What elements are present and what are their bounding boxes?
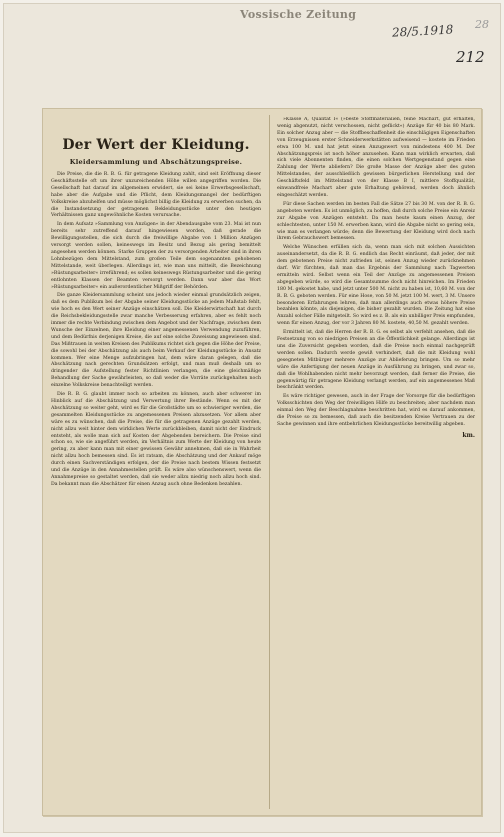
newspaper-masthead: Vossische Zeitung (240, 8, 357, 21)
paragraph: Für diese Sachen werden im besten Fall die Sätze 27 bis 30 M. von der R. B. G. angeboten werden. Es ist unmöglich, zu hoffen, daß durch solche Preise ein Anreiz zur Abgabe von Anzügen entsteht. Da man heute kaum einen Anzug, der schlechtesten, unter 150 M. erwerben kann, wird die Abgabe nicht so gering sein, wie man es verlangen würde; denn die Bewertung der Kleidung wird doch nach ihrem Gebrauchswert bemessen. (277, 201, 475, 242)
left-column (51, 117, 261, 811)
paragraph: Die R. B. G. glaubt immer noch so arbeiten zu können, auch aber schwerer im Hinblick auf die Abschätzung und Verwertung ihrer Bestände. Wenn es mit der Abschätzung so weiter geht, wird es für die Großstädte um so schwieriger werden, die gesammelten Kleidungsstücke zu angemessenen Preisen abzusetzen. Vor allem aber wäre es zu wünschen, daß die Preise, die für die getragenen Anzüge gezahlt werden, nicht allzu weit hinter dem wirklichen Werte zurückbleiben, damit nicht der Eindruck entsteht, als wolle man sich auf Kosten der Abgebenden bereichern. Die Preise sind schon so, wie sie angeführt werden, im Verhältnis zum Werte der Kleidung von heute gering, zu aber kann man mit einer gewissen Gewähr annehmen, daß sie in Wahrheit nicht allzu hoch bemessen sind. Es ist ratsam, die Abschätzung und der Ankauf möge durch einen Sachverständigen erfolgen, der die Preise nach bestem Wissen festsetzt und die Anzüge in den Annahmestellen prüft. Es wäre also wünschenswert, wenn die Annahmepreise so gestaltet werden, daß sie weder allzu niedrig noch allzu hoch sind. Da bekannt man die Abschätzer für einen Anzug auch ohne Bedenken bezahlen. (51, 392, 261, 487)
paragraph: Welche Wünschen erfüllen sich da, wenn man sich mit solchen Aussichten auseinandersetzt, da die R. B. G. endlich das Recht einräumt, daß jeder, der mit dem gebotenen Preise nicht zufrieden ist, seinen Anzug wieder zurücknehmen darf. Wir fürchten, daß man das Ergebnis der Sammlung nach Tagwerten ermitteln wird. Selbst wenn ein Teil der Anzüge zu angemessenen Preisen abgegeben würde, so wird die Gesamtsumme doch nicht hinreichen. Im Frieden 180 M. gekostet habe, und jetzt unter 500 M. nicht zu haben ist, 10,60 M. von der R. B. G. geboten werden. Für eine Hose, von 50 M. jetzt 100 M. wert, 3 M. Unsere besonderen Erfahrungen lehren, daß man allerdings auch etwas höhere Preise bezahlen könnte, als diejenigen, die bisher gezahlt wurden. Die Zeitung hat eine Anzahl solcher Fälle mitgeteilt. So wird es z. B. als ein unbilliger Preis empfunden, wenn für einen Anzug, der vor 3 Jahren 80 M. kostete, 40,50 M. gezahlt werden. (277, 245, 475, 327)
right-column (277, 117, 475, 811)
paragraph: Es wäre richtiger gewesen, auch in der Frage der Vorsorge für die bedürftigen Volksschichten den Weg der freiwilligen Hilfe zu beschreiten; aber nachdem man einmal den Weg der Beschlagnahme beschritten hat, wird es darauf ankommen, die Preise so zu bemessen, daß auch die besitzenden Kreise Vertrauen zu der Sache gewinnen und ihre entbehrlichen Kleidungsstücke bereitwillig abgeben. (277, 394, 475, 427)
handwritten-corner-mark: 28 (475, 18, 489, 31)
author-signature: km. (462, 431, 475, 439)
paragraph: »Klasse A, Qualität I« (»beste Stoffmaterialien, feine Machart, gut erhalten, wenig abgenutzt, nicht verschossen, nicht geflickt«) Anzüge für 40 bis 80 Mark. Ein solcher Anzug aber — die Stoffbeschaffenheit die einschlägigen Eigenschaften von Erzeugnissen erster Schneiderwerkstätten aufweisend — kostete im Frieden etwa 100 M. und hat jetzt einen Anzugswert von mindestens 400 M. Der Abschätzungspreis ist noch höher anzusehen. Kann man wirklich erwarten, daß sich viele Abonnenten finden, die einen solchen Wertgegenstand gegen eine Zahlung der Werte abliefern? Die große Masse der Anzüge aber des guten Mittelstandes, der ausschließlich gewissen bürgerlichen Herstellung und der Geschäftsfeld im Mittelstand von der Klasse B I, mittlere Stoffqualität, einwandfreie Machart aber gute Erhaltung gehörend, werden doch ähnlich eingeschätzt werden. (277, 117, 475, 198)
column-divider (269, 115, 270, 809)
paragraph: In dem Aufsatz »Sammlung von Anzügen« in der Abendausgabe vom 23. Mai ist nun bereits sehr zutreffend darauf hingewiesen worden, daß gerade die Bewilligungsstellen, die sich durch die freiwillige Abgabe von 1 Million Anzügen versorgt werden sollen, keineswegs im Besitz und Bezug als gering bemittelt angesehen werden können. Starke Gruppen der zu versorgenden Arbeiter sind in ihren Lohnbezügen dem Mittelstand, zum großen Teile dem sogenannten gehobenen Mittelstande, weit überlegen. Allerdings ist, wie man uns mitteilt, die Bezeichnung »Rüstungsarbeiter« irreführend; es sollen keineswegs Rüstungsarbeiter und die gering entlohnten Klassen der Beamten versorgt werden. Dann war aber das Wort »Rüstungsarbeiter« ein außerordentlicher Mißgriff der Behörden. (51, 222, 261, 290)
paragraph: Die ganze Kleidersammlung scheint uns jedoch wieder einmal grundsätzlich zeigen, daß es dem Publikum bei der Abgabe seiner Kleidungsstücke an jedem Maßstab fehlt, wie hoch es den Wert seiner Anzüge einschätzen soll. Die Kleiderwirtschaft hat durch die Reichsbekleidungsstelle zwar manche Verbesserung erfahren, aber es fehlt noch immer die rechte Verbindung zwischen dem Angebot und der Nachfrage, zwischen dem Wunsche der Einzelnen, ihre Kleidung einer angemessenen Verwendung zuzuführen, und dem Bedürfnis derjenigen Kreise, die auf eine solche Zuweisung angewiesen sind. Das Mißtrauen in weiten Kreisen des Publikums richtet sich gegen die Höhe der Preise, die sowohl bei der Abschätzung als auch beim Verkauf der Kleidungsstücke in Ansatz kommen. Wer eine Menge aufzubringen hat, dem wäre daran gelegen, daß die Abschätzung nach gerechten Grundsätzen erfolgt, und man muß deshalb um so dringender die Aufstellung fester Richtlinien verlangen, die eine gleichmäßige Behandlung der Sache gewährleisten, so daß weder die Vorräte zurückgehalten noch einzelne Volkskreise benachteiligt werden. (51, 293, 261, 389)
article-subtitle: Kleidersammlung und Abschätzungspreise. (69, 158, 243, 166)
handwritten-date: 28/5.1918 (391, 22, 454, 40)
paragraph: Ermittelt ist, daß die Herren der R. B. G. es selbst als verfehlt ansehen, daß die Festsetzung von so niedrigen Preisen an die Öffentlichkeit gelange. Allerdings ist uns die Zuversicht gegeben worden, daß die Preise noch einmal nachgeprüft werden sollen. Dadurch werde gewiß verhindert, daß die mit Kleidung wohl gesegneten Mitbürger mehrere Anzüge zur Ablieferung bringen. Um so mehr wäre die Anfertigung der neuen Anzüge in Ausführung zu bringen, und zwar so, daß die Wohlhabenden nicht mehr bevorzugt werden, daß ferner die Preise, die gegenwärtig für getragene Kleidung verlangt werden, auf ein angemessenes Maß beschränkt werden. (277, 330, 475, 391)
paragraph: Die Preise, die die R. B. G. für getragene Kleidung zahlt, sind seit Eröffnung dieser Geschäftsstelle oft um ihrer unzureichenden Höhe willen angegriffen worden. Die Gesellschaft hat darauf im allgemeinen erwidert, sie sei keine Erwerbsgesellschaft, habe aber die Aufgabe und die Pflicht, dem Kleidungsmangel der bedürftigen Volkskreise abzuhelfen und müsse möglichst billig die Kleidung zu erwerben suchen, da die Instandsetzung der getragenen Bekleidungsstücke unter den heutigen Verhältnissen ganz ungewöhnliche Kosten verursache. (51, 172, 261, 219)
article-title: Der Wert der Kleidung. (62, 137, 250, 153)
archive-sheet (3, 3, 501, 833)
handwritten-archive-number: 212 (456, 48, 485, 66)
newspaper-clipping (42, 108, 482, 816)
